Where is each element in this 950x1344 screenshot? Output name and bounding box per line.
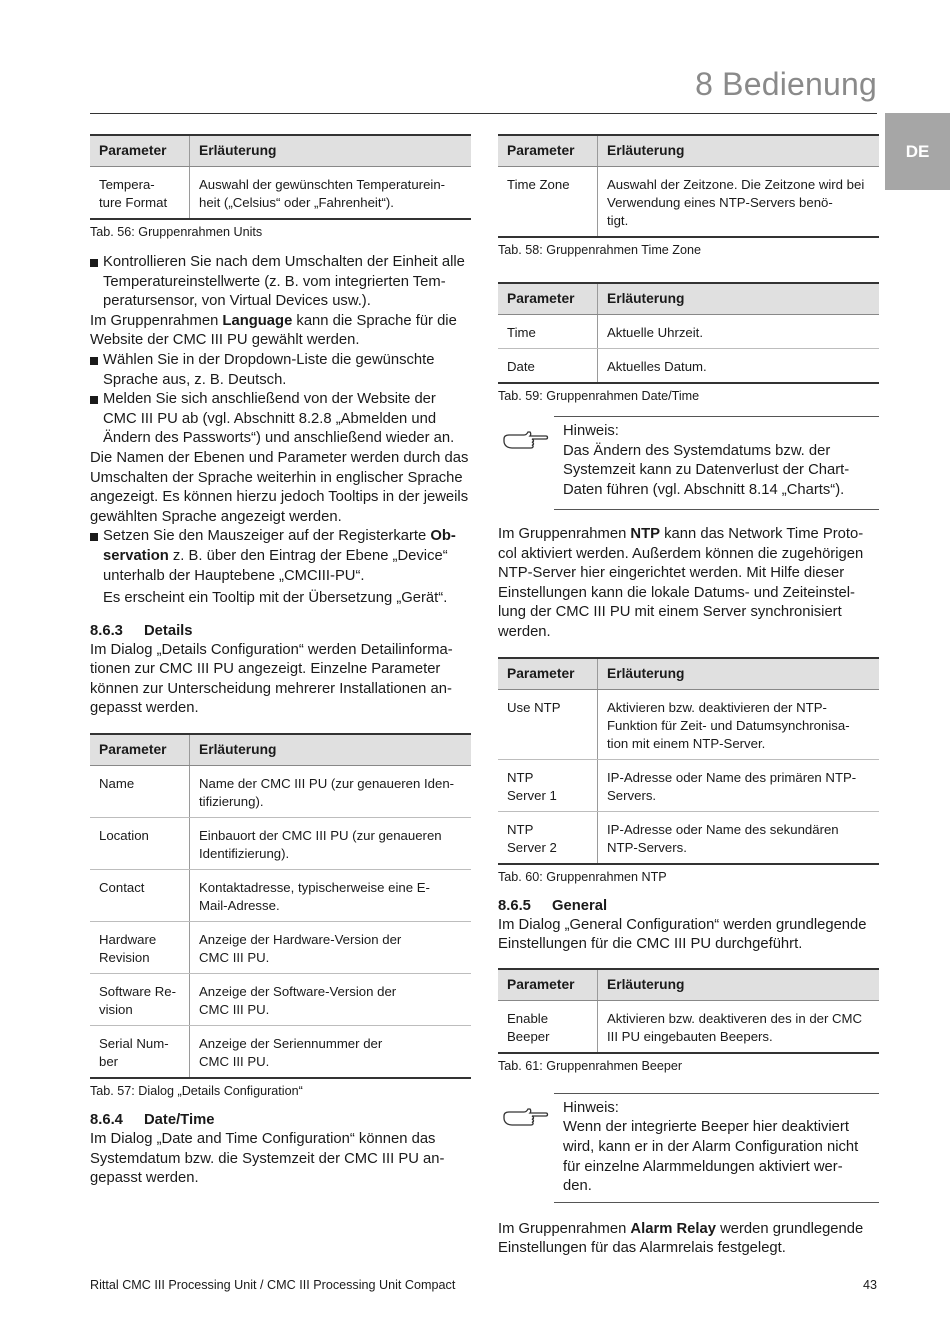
parameter-cell: Enable Beeper xyxy=(498,1000,598,1053)
table-row xyxy=(90,1026,471,1079)
table-ntp xyxy=(498,657,879,865)
parameter-cell: Time Zone xyxy=(498,167,598,238)
table-caption: Tab. 56: Gruppenrahmen Units xyxy=(90,225,263,239)
column-header-parameter: Parameter xyxy=(498,135,598,167)
table-beeper xyxy=(498,968,879,1054)
parameter-cell: Date xyxy=(498,349,598,384)
parameter-cell: Use NTP xyxy=(498,689,598,759)
page-number: 43 xyxy=(862,1278,877,1292)
note-label: Hinweis: xyxy=(563,1099,619,1116)
explanation-cell: Aktuelle Uhrzeit. xyxy=(598,315,880,349)
table-time-zone xyxy=(498,134,879,238)
paragraph: Im Dialog „General Configuration“ werden grundlegende Einstellungen für die CMC III PU durchgeführt. xyxy=(498,916,867,953)
pointing-hand-icon xyxy=(502,1107,550,1129)
table-caption: Tab. 58: Gruppenrahmen Time Zone xyxy=(498,243,702,257)
page-title: 8 Bedienung xyxy=(695,66,877,102)
table-units xyxy=(90,134,471,220)
table-row xyxy=(90,974,471,1026)
paragraph: Im Gruppenrahmen NTP kann das Network Time Proto- col aktiviert werden. Außerdem können die zugehörigen NTP-Server hier eingerichtet werden. Mit Hilfe dieser Einstellungen kann die lokale Datums- und Zeiteinstel- lung der CMC III PU mit einem Server synchronisiert werden. xyxy=(498,526,864,640)
explanation-cell: IP-Adresse oder Name des sekundären NTP-Servers. xyxy=(598,811,880,864)
explanation-cell: Auswahl der Zeitzone. Die Zeitzone wird bei Verwendung eines NTP-Servers benö- tigt. xyxy=(598,167,880,238)
table-row xyxy=(90,922,471,974)
parameter-cell: NTP Server 1 xyxy=(498,759,598,811)
right-column xyxy=(498,134,879,1259)
bullet-item: Kontrollieren Sie nach dem Umschalten der Einheit alle Temperatureinstellwerte (z. B. vom integrierten Tem- peratursensor, von Virtual Devices usw.). xyxy=(90,253,471,312)
note-label: Hinweis: xyxy=(563,423,619,439)
note-text: Wenn der integrierte Beeper hier deaktiviert wird, kann er in der Alarm Configuration nicht für einzelne Alarmmeldungen aktiviert wer- den. xyxy=(563,1119,859,1195)
pointing-hand-icon xyxy=(502,430,550,452)
explanation-cell: Einbauort der CMC III PU (zur genaueren Identifizierung). xyxy=(190,818,472,870)
table-row xyxy=(90,167,471,220)
parameter-cell: NTP Server 2 xyxy=(498,811,598,864)
explanation-cell: Aktivieren bzw. deaktivieren der NTP- Funktion für Zeit- und Datumsynchronisa- tion mit einem NTP-Server. xyxy=(598,689,880,759)
paragraph: Im Dialog „Details Configuration“ werden Detailinforma- tionen zur CMC III PU angezeigt. Einzelne Parameter können zur Unterscheidung mehrerer Installationen an- gepasst werden. xyxy=(90,641,453,717)
table-row xyxy=(498,1000,879,1053)
column-header-parameter: Parameter xyxy=(498,658,598,690)
table-caption: Tab. 57: Dialog „Details Configuration“ xyxy=(90,1084,303,1099)
paragraph: Im Gruppenrahmen Language kann die Sprache für die Website der CMC III PU gewählt werden. xyxy=(90,312,457,349)
left-column xyxy=(90,134,471,1189)
parameter-cell: Time xyxy=(498,315,598,349)
table-row xyxy=(90,870,471,922)
table-row xyxy=(90,766,471,818)
note-box xyxy=(498,416,879,510)
parameter-cell: Tempera- ture Format xyxy=(90,167,190,220)
explanation-cell: IP-Adresse oder Name des primären NTP- Servers. xyxy=(598,759,880,811)
parameter-cell: Hardware Revision xyxy=(90,922,190,974)
header-divider xyxy=(90,113,877,114)
explanation-cell: Name der CMC III PU (zur genaueren Iden- tifizierung). xyxy=(190,766,472,818)
table-row xyxy=(498,349,879,384)
column-header-explanation: Erläuterung xyxy=(598,135,880,167)
footer-title: Rittal CMC III Processing Unit / CMC III Processing Unit Compact xyxy=(90,1278,456,1292)
explanation-cell: Anzeige der Hardware-Version der CMC III PU. xyxy=(190,922,472,974)
parameter-cell: Contact xyxy=(90,870,190,922)
section-heading: 8.6.4 Date/Time xyxy=(90,1112,215,1129)
paragraph: Im Gruppenrahmen Alarm Relay werden grundlegende Einstellungen für das Alarmrelais festgelegt. xyxy=(498,1220,864,1257)
parameter-cell: Name xyxy=(90,766,190,818)
column-header-explanation: Erläuterung xyxy=(598,658,880,690)
table-row xyxy=(498,759,879,811)
column-header-parameter: Parameter xyxy=(90,135,190,167)
paragraph: Im Dialog „Date and Time Configuration“ können das Systemdatum bzw. die Systemzeit der CMC III PU an- gepasst werden. xyxy=(90,1131,445,1187)
paragraph: Die Namen der Ebenen und Parameter werden durch das Umschalten der Sprache weiterhin in englischer Sprache angezeigt. Es können hierzu jedoch Tooltips in der jeweils gewählten Sprache angezeigt werden. xyxy=(90,449,469,525)
column-header-explanation: Erläuterung xyxy=(190,135,472,167)
table-row xyxy=(498,689,879,759)
explanation-cell: Aktuelles Datum. xyxy=(598,349,880,384)
table-details xyxy=(90,733,471,1079)
parameter-cell: Software Re- vision xyxy=(90,974,190,1026)
table-date-time xyxy=(498,282,879,384)
column-header-parameter: Parameter xyxy=(90,734,190,766)
column-header-explanation: Erläuterung xyxy=(190,734,472,766)
explanation-cell: Anzeige der Software-Version der CMC III PU. xyxy=(190,974,472,1026)
table-row xyxy=(498,167,879,238)
column-header-parameter: Parameter xyxy=(498,969,598,1001)
result-text: Es erscheint ein Tooltip mit der Übersetzung „Gerät“. xyxy=(103,590,448,607)
column-header-explanation: Erläuterung xyxy=(598,969,880,1001)
parameter-cell: Location xyxy=(90,818,190,870)
column-header-parameter: Parameter xyxy=(498,283,598,315)
explanation-cell: Kontaktadresse, typischerweise eine E- Mail-Adresse. xyxy=(190,870,472,922)
section-heading: 8.6.3 Details xyxy=(90,622,193,639)
table-row xyxy=(498,811,879,864)
language-tab: DE xyxy=(885,113,950,190)
table-row xyxy=(498,315,879,349)
bullet-item: Wählen Sie in der Dropdown-Liste die gewünschte Sprache aus, z. B. Deutsch. xyxy=(90,351,471,390)
note-box xyxy=(498,1093,879,1203)
column-header-explanation: Erläuterung xyxy=(598,283,880,315)
table-caption: Tab. 61: Gruppenrahmen Beeper xyxy=(498,1058,683,1073)
table-caption: Tab. 59: Gruppenrahmen Date/Time xyxy=(498,389,700,403)
table-row xyxy=(90,818,471,870)
parameter-cell: Serial Num- ber xyxy=(90,1026,190,1079)
table-caption: Tab. 60: Gruppenrahmen NTP xyxy=(498,869,667,884)
bullet-item: Melden Sie sich anschließend von der Website der CMC III PU ab (vgl. Abschnitt 8.2.8 „Abmelden und Ändern des Passworts“) und anschließend wieder an. xyxy=(90,390,471,449)
explanation-cell: Auswahl der gewünschten Temperaturein- heit („Celsius“ oder „Fahrenheit“). xyxy=(190,167,472,220)
bullet-item: Setzen Sie den Mauszeiger auf der Registerkarte Ob- servation z. B. über den Eintrag der Ebene „Device“ unterhalb der Hauptebene „CMCIII-PU“. xyxy=(90,527,471,586)
explanation-cell: Aktivieren bzw. deaktiveren des in der CMC III PU eingebauten Beepers. xyxy=(598,1000,880,1053)
note-text: Das Ändern des Systemdatums bzw. der Systemzeit kann zu Datenverlust der Chart- Daten führen (vgl. Abschnitt 8.14 „Charts“). xyxy=(563,442,850,498)
explanation-cell: Anzeige der Seriennummer der CMC III PU. xyxy=(190,1026,472,1079)
section-heading: 8.6.5 General xyxy=(498,897,608,914)
